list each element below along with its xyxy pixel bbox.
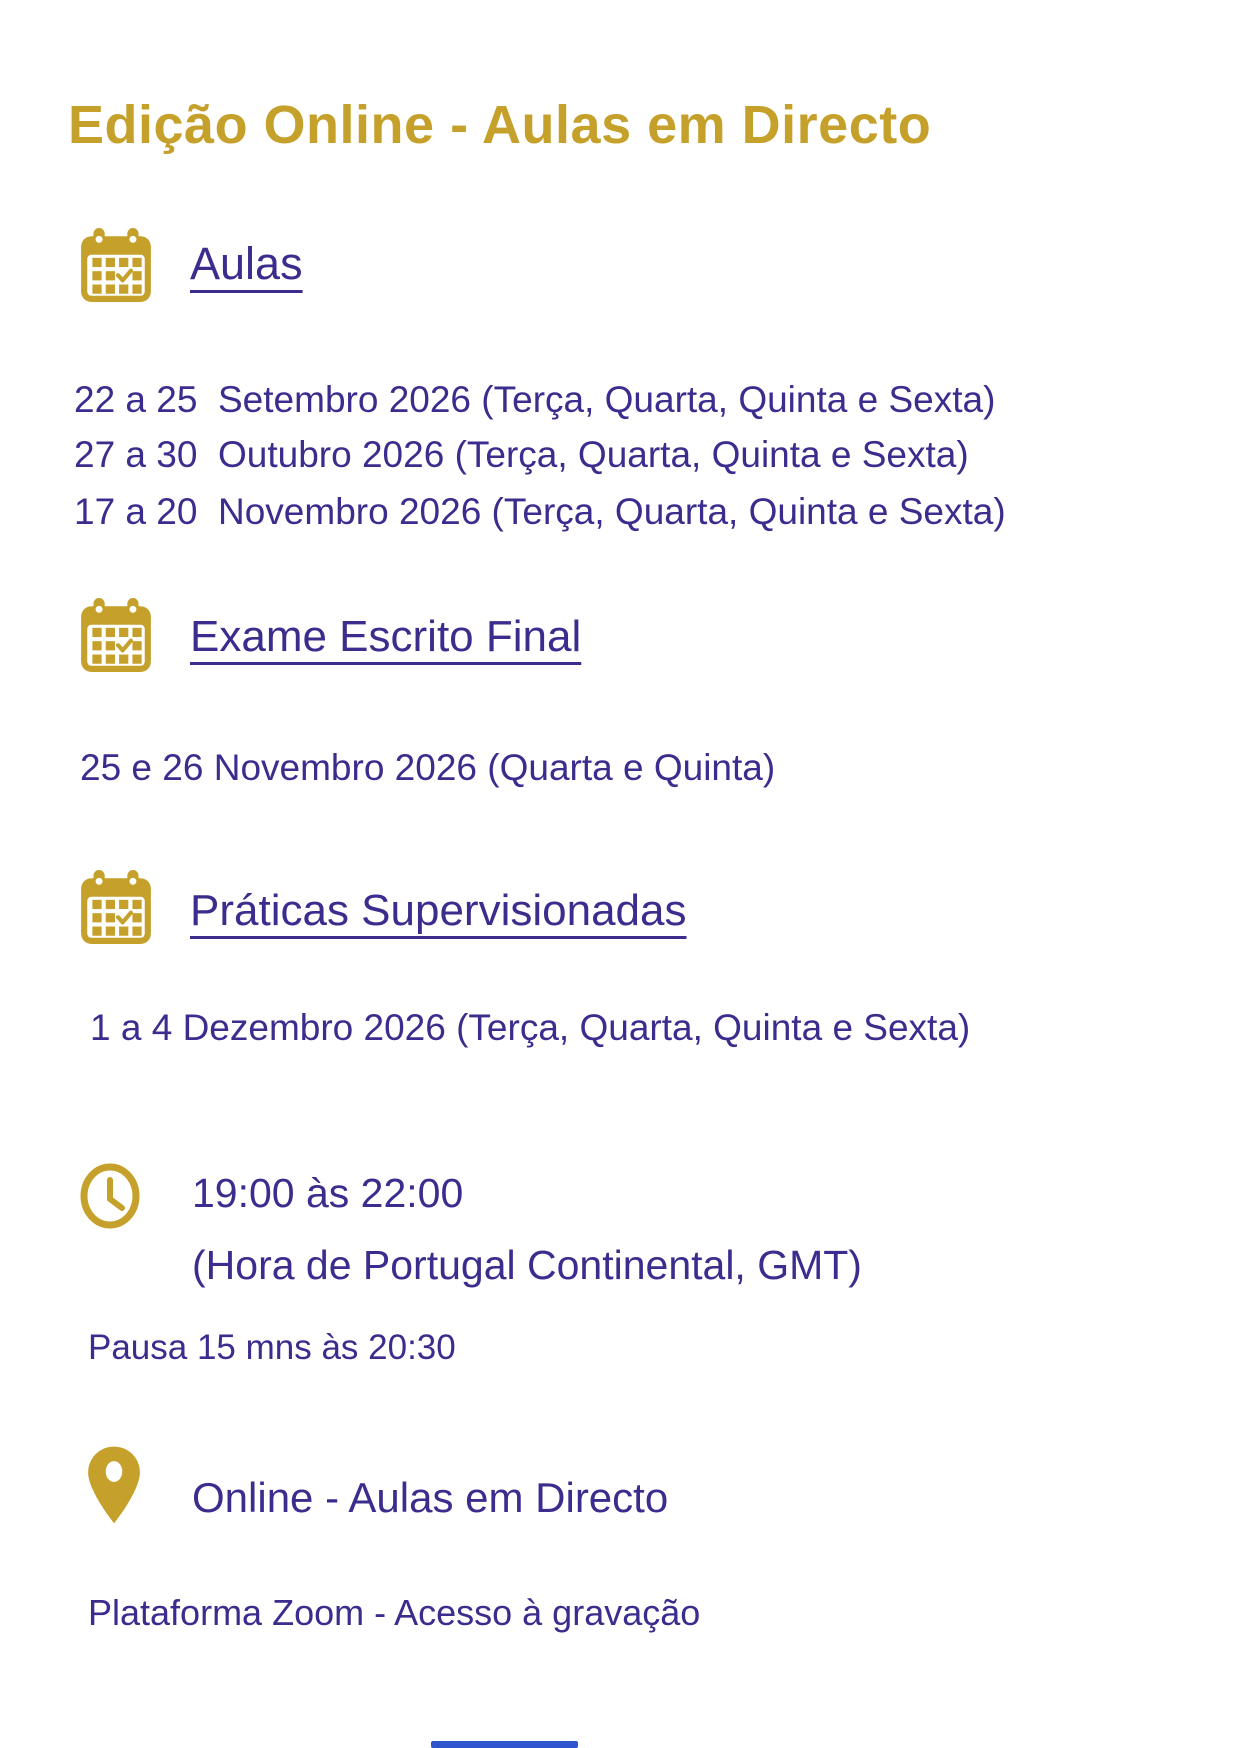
aulas-date-line: 22 a 25 Setembro 2026 (Terça, Quarta, Quinta e Sexta) <box>74 379 996 420</box>
section-heading-local: Online - Aulas em Directo <box>192 1474 669 1521</box>
schedule-timezone: (Hora de Portugal Continental, GMT) <box>192 1242 862 1288</box>
page-title: Edição Online - Aulas em Directo <box>68 95 932 155</box>
schedule-pause: Pausa 15 mns às 20:30 <box>88 1328 456 1367</box>
clock-icon <box>72 1160 148 1232</box>
section-heading-praticas: Práticas Supervisionadas <box>190 886 687 935</box>
schedule-time: 19:00 às 22:00 <box>192 1170 464 1216</box>
aulas-date-line: 17 a 20 Novembro 2026 (Terça, Quarta, Quinta e Sexta) <box>74 491 1006 532</box>
local-platform-line: Plataforma Zoom - Acesso à gravação <box>88 1592 701 1633</box>
exame-date-line: 25 e 26 Novembro 2026 (Quarta e Quinta) <box>80 747 776 788</box>
location-pin-icon <box>76 1444 152 1528</box>
calendar-icon <box>78 868 154 946</box>
praticas-date-line: 1 a 4 Dezembro 2026 (Terça, Quarta, Quinta e Sexta) <box>90 1007 971 1048</box>
aulas-date-line: 27 a 30 Outubro 2026 (Terça, Quarta, Quinta e Sexta) <box>74 434 969 475</box>
bottom-cropped-element <box>431 1741 578 1748</box>
calendar-icon <box>78 226 154 304</box>
section-heading-aulas: Aulas <box>190 238 303 289</box>
calendar-icon <box>78 596 154 674</box>
section-heading-exame: Exame Escrito Final <box>190 612 582 661</box>
